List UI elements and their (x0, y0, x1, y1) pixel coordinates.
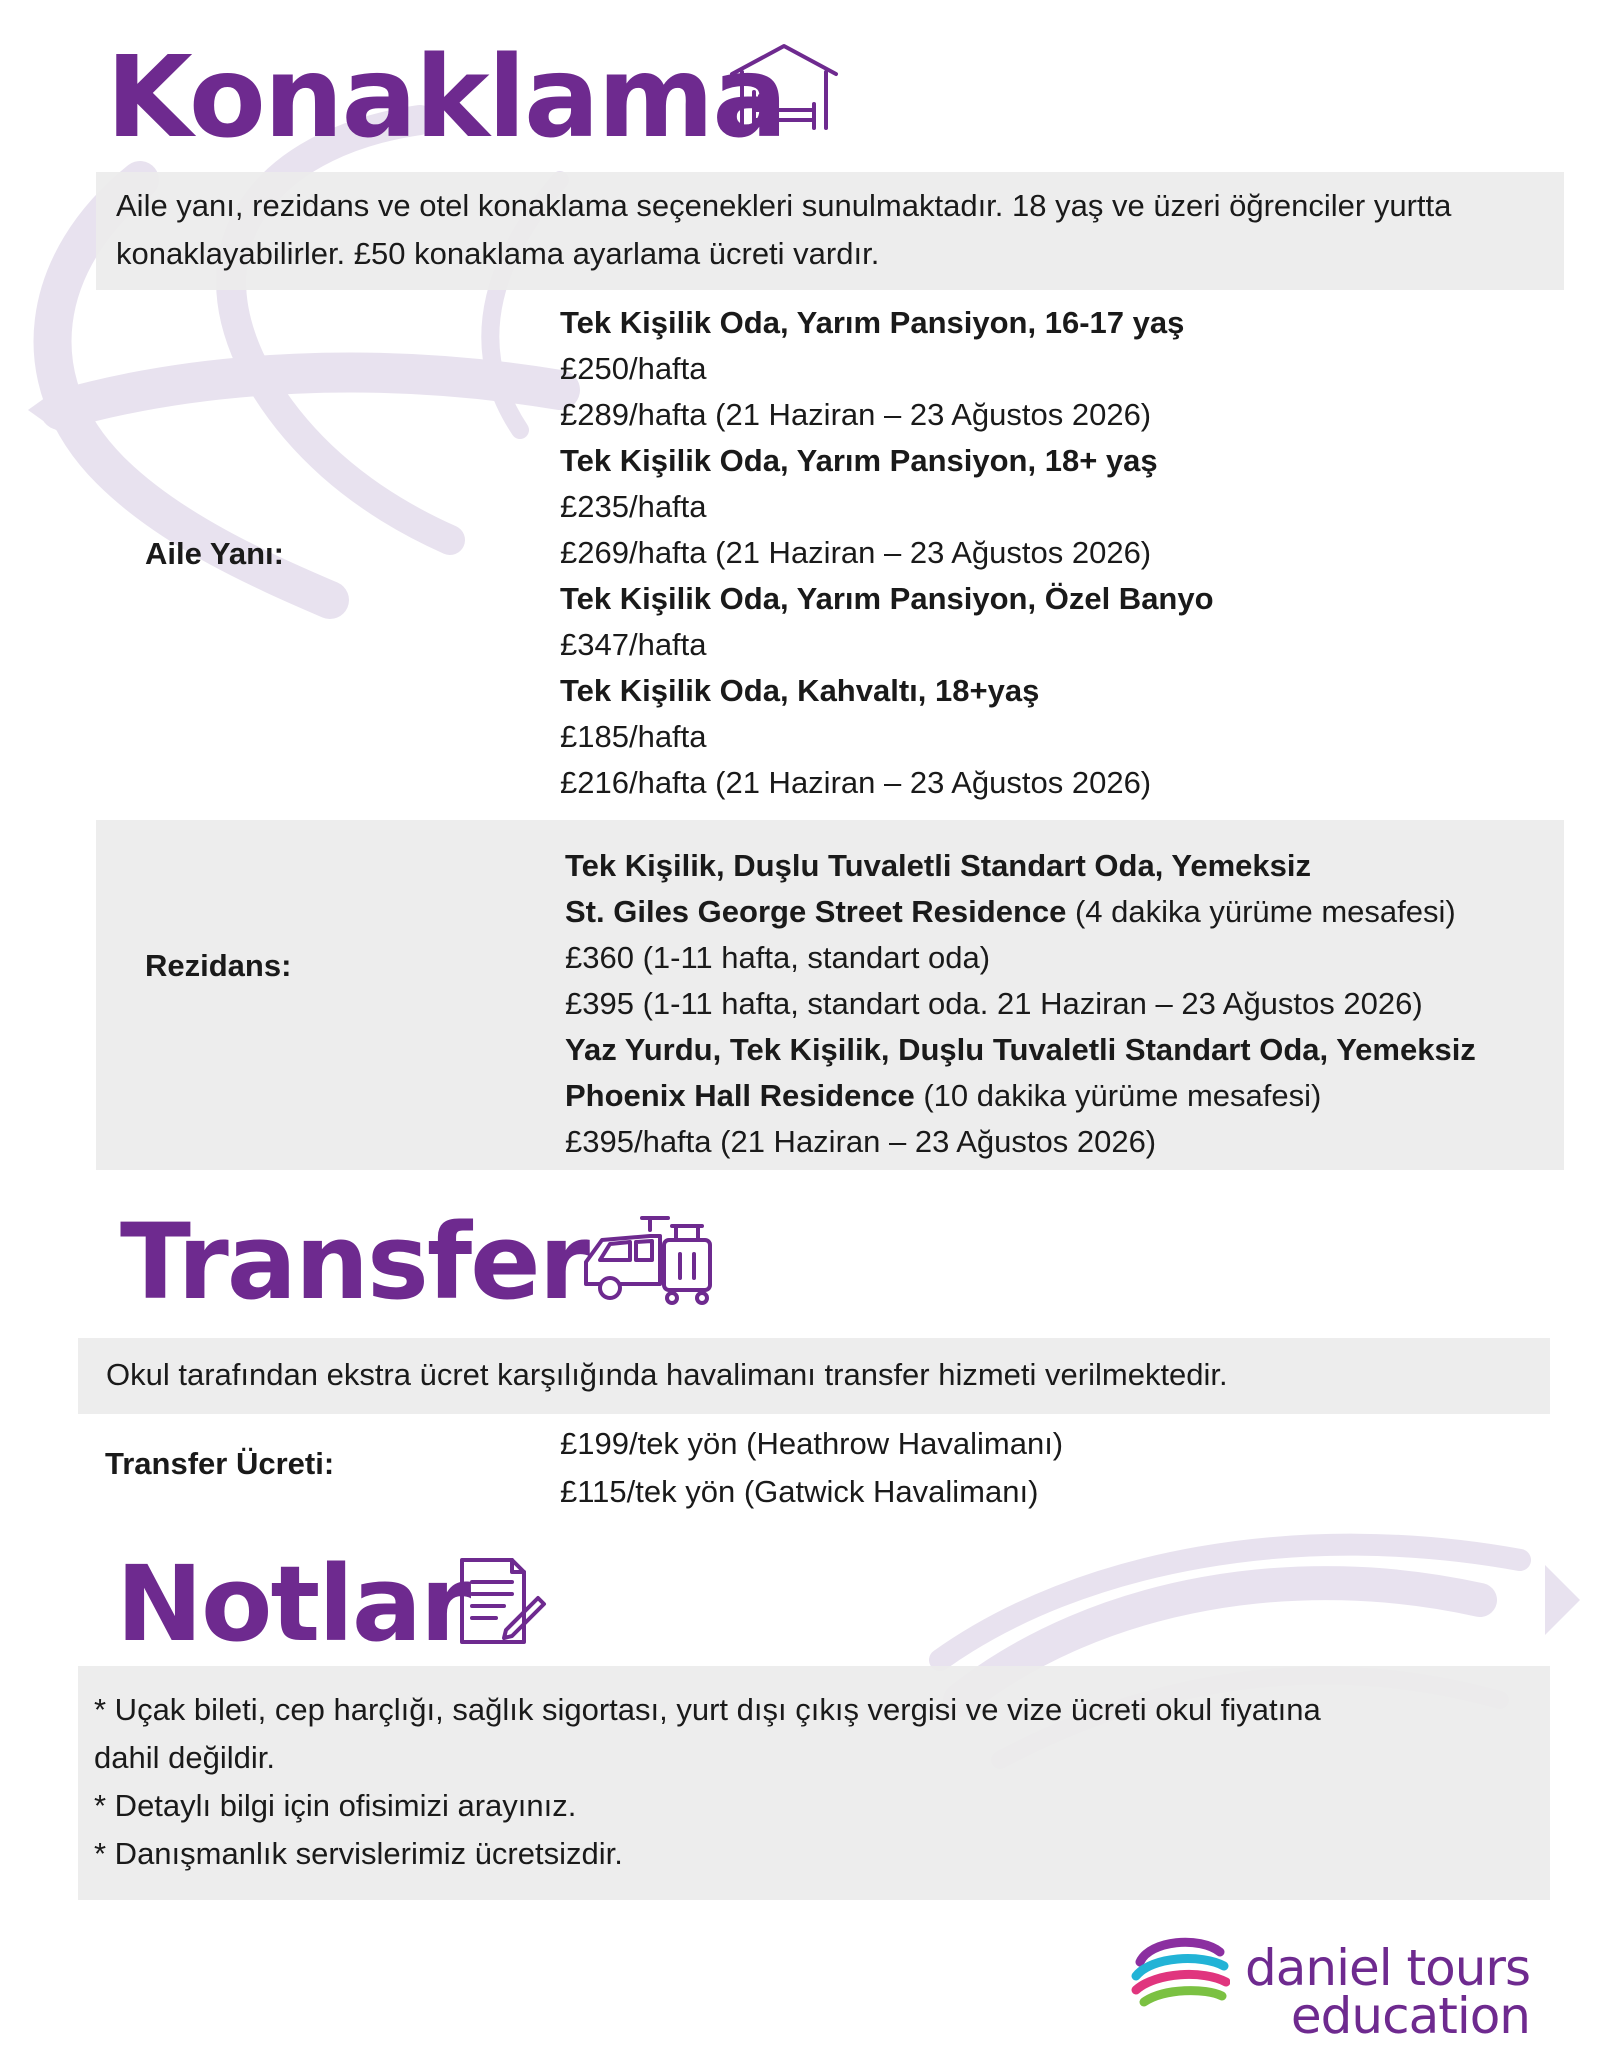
homestay-line: Tek Kişilik Oda, Yarım Pansiyon, 18+ yaş (560, 443, 1158, 478)
document-pen-icon (458, 1556, 548, 1646)
homestay-line: Tek Kişilik Oda, Yarım Pansiyon, Özel Banyo (560, 581, 1214, 616)
homestay-line: £216/hafta (21 Haziran – 23 Ağustos 2026) (560, 765, 1152, 800)
homestay-line: £235/hafta (560, 489, 707, 524)
transfer-fee-line: £199/tek yön (Heathrow Havalimanı) (560, 1426, 1064, 1461)
homestay-line: £269/hafta (21 Haziran – 23 Ağustos 2026) (560, 535, 1152, 570)
transfer-fee-label: Transfer Ücreti: (105, 1446, 335, 1481)
residence-line: Yaz Yurdu, Tek Kişilik, Duşlu Tuvaletli Standart Oda, Yemeksiz (565, 1032, 1476, 1067)
notes-box (78, 1666, 1550, 1900)
notes-line: * Detaylı bilgi için ofisimizi arayınız. (94, 1788, 577, 1823)
residence-line (565, 889, 1476, 935)
logo-line-2: education (1290, 1987, 1530, 2045)
residence-distance: (4 dakika yürüme mesafesi) (1066, 894, 1456, 929)
residence-line: £395 (1-11 hafta, standart oda. 21 Haziran – 23 Ağustos 2026) (565, 986, 1423, 1021)
residence-distance: (10 dakika yürüme mesafesi) (914, 1078, 1322, 1113)
notes-text (94, 1686, 1321, 1878)
car-luggage-icon (580, 1210, 720, 1310)
accommodation-intro-box (96, 172, 1564, 290)
transfer-intro-text: Okul tarafından ekstra ücret karşılığında havalimanı transfer hizmeti verilmektedir. (106, 1357, 1228, 1392)
bed-house-icon (728, 40, 840, 134)
logo-wordmark (1230, 1939, 1530, 2045)
transfer-fee-details (560, 1420, 1063, 1516)
homestay-line: £289/hafta (21 Haziran – 23 Ağustos 2026) (560, 397, 1152, 432)
residence-line: Tek Kişilik, Duşlu Tuvaletli Standart Oda, Yemeksiz (565, 848, 1311, 883)
accommodation-title: Konaklama (106, 33, 786, 163)
residence-details (565, 843, 1476, 1165)
residence-name: St. Giles George Street Residence (565, 894, 1067, 929)
transfer-fee-line: £115/tek yön (Gatwick Havalimanı) (560, 1474, 1039, 1509)
residence-label: Rezidans: (145, 948, 292, 983)
notes-title: Notlar (116, 1543, 470, 1665)
residence-line (565, 1073, 1476, 1119)
logo-swirl-icon (1130, 1932, 1230, 2012)
notes-line: * Uçak bileti, cep harçlığı, sağlık sigortası, yurt dışı çıkış vergisi ve vize ücreti okul fiyatına (94, 1692, 1321, 1727)
homestay-line: £185/hafta (560, 719, 707, 754)
residence-name: Phoenix Hall Residence (565, 1078, 915, 1113)
homestay-details (560, 300, 1214, 806)
transfer-title: Transfer (120, 1201, 588, 1323)
homestay-line: Tek Kişilik Oda, Kahvaltı, 18+yaş (560, 673, 1040, 708)
logo-line-1: daniel tours (1245, 1939, 1530, 1997)
transfer-intro-box (78, 1338, 1550, 1414)
homestay-line: £250/hafta (560, 351, 707, 386)
notes-line: dahil değildir. (94, 1740, 275, 1775)
homestay-line: £347/hafta (560, 627, 707, 662)
residence-line: £395/hafta (21 Haziran – 23 Ağustos 2026) (565, 1124, 1157, 1159)
homestay-line: Tek Kişilik Oda, Yarım Pansiyon, 16-17 yaş (560, 305, 1185, 340)
accommodation-intro-text: Aile yanı, rezidans ve otel konaklama seçenekleri sunulmaktadır. 18 yaş ve üzeri öğrenciler yurtta konaklayabilirler. £50 konaklama ayarlama ücreti vardır. (116, 188, 1452, 271)
notes-line: * Danışmanlık servislerimiz ücretsizdir. (94, 1836, 623, 1871)
residence-line: £360 (1-11 hafta, standart oda) (565, 940, 991, 975)
homestay-label: Aile Yanı: (145, 536, 284, 571)
